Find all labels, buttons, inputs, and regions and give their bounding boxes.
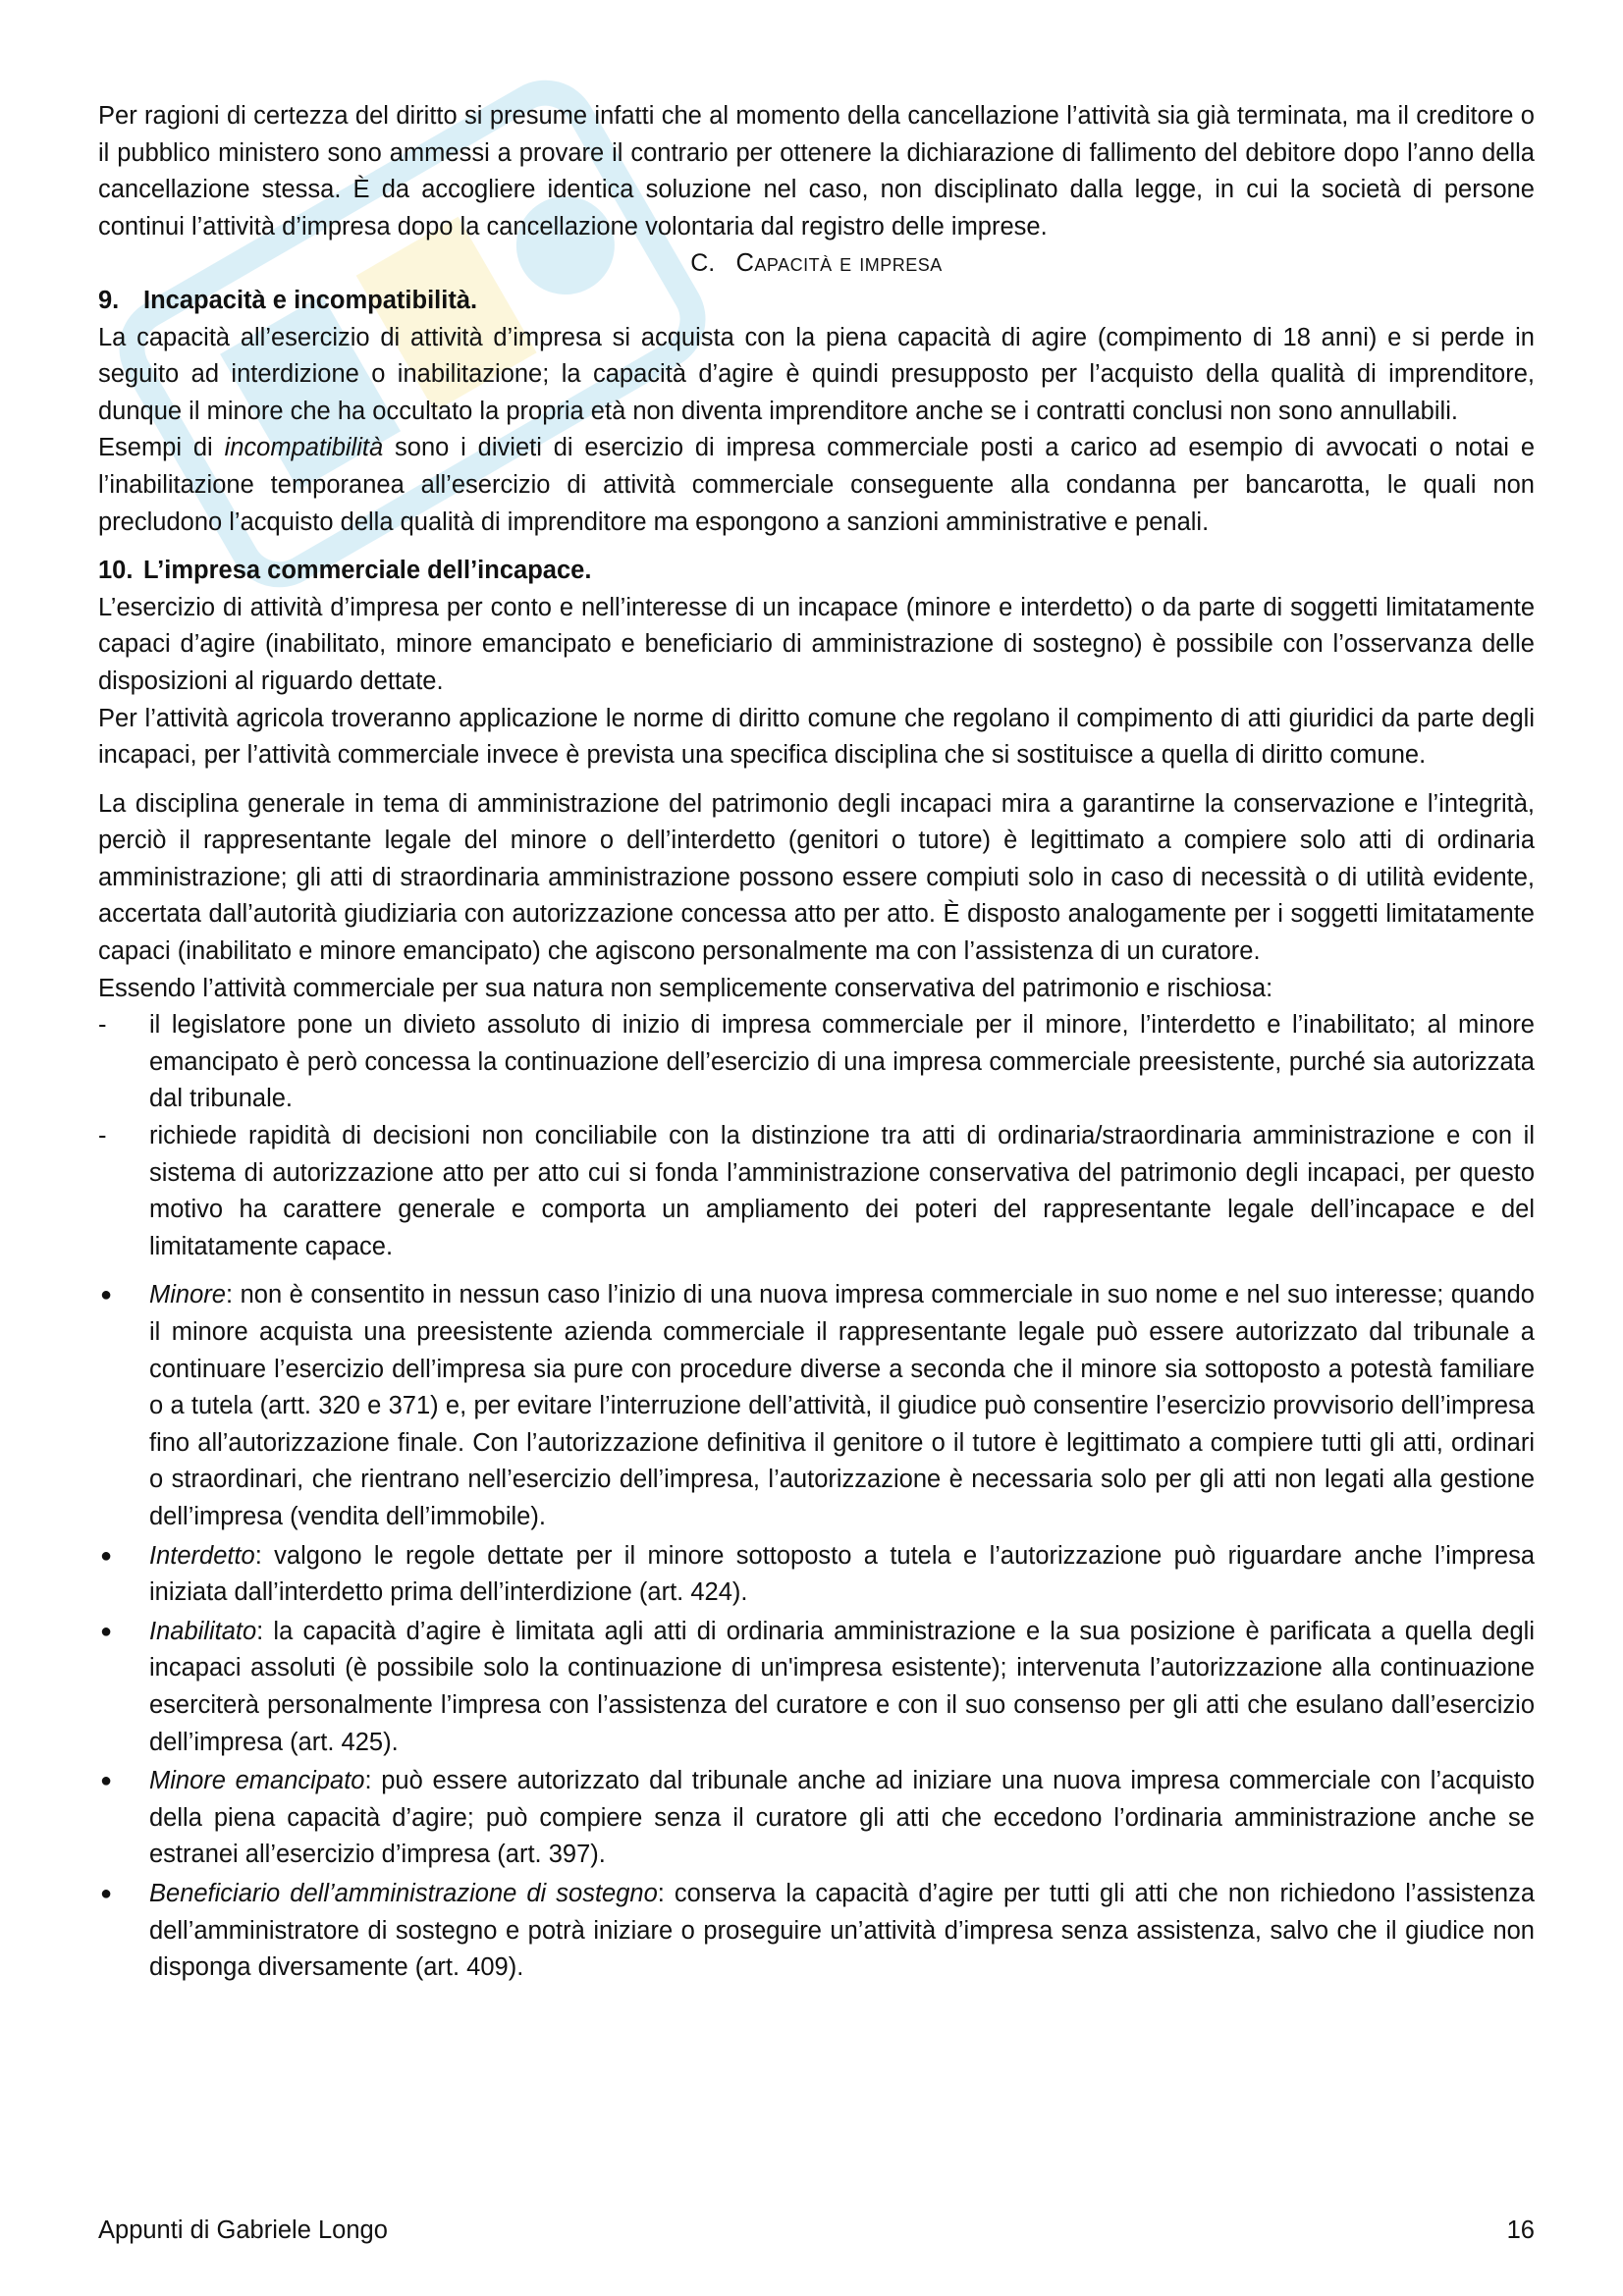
bullet-term: Beneficiario dell’amministrazione di sostegno bbox=[149, 1879, 658, 1907]
paragraph-incompatibilita bbox=[98, 430, 1535, 541]
footer-author: Appunti di Gabriele Longo bbox=[98, 2216, 388, 2244]
bullet-icon: ● bbox=[100, 1770, 113, 1792]
dash-item: - il legislatore pone un divieto assoluto di inizio di impresa commerciale per il minore, l’interdetto e l’inabilitato; al minore emancipato è però concessa la continuazione dell’esercizio di una impresa commerciale preesistente, purché sia autorizzata dal tribunale. bbox=[98, 1007, 1535, 1118]
bullet-text: : può essere autorizzato dal tribunale anche ad iniziare una nuova impresa commerciale con l’acquisto della piena capacità d’agire; può compiere senza il curatore gli atti che eccedono l’ordinaria amministrazione anche se estranei all’esercizio d’impresa (art. 397). bbox=[149, 1767, 1535, 1869]
section-heading-c bbox=[98, 245, 1535, 283]
page-footer bbox=[98, 2216, 1535, 2256]
bullet-icon: ● bbox=[100, 1284, 113, 1307]
bullet-list bbox=[98, 1277, 1535, 1986]
heading-10 bbox=[98, 553, 1535, 590]
dash-list bbox=[98, 1007, 1535, 1265]
paragraph-capacita: La capacità all’esercizio di attività d’impresa si acquista con la piena capacità di agire (compimento di 18 anni) e si perde in seguito ad interdizione o inabilitazione; la capacità d’agire è quindi presupposto per l’acquisto della qualità di imprenditore, dunque il minore che ha occultato la propria età non diventa imprenditore anche se i contratti conclusi non sono annullabili. bbox=[98, 323, 1535, 425]
bullet-text: : non è consentito in nessun caso l’inizio di una nuova impresa commerciale in suo nome e nel suo interesse; quando il minore acquista una preesistente azienda commerciale il rappresentante legale può essere autorizzato dal tribunale a continuare l’esercizio dell’impresa sia pure con procedure diverse a seconda che il minore sia sottoposto a potestà familiare o a tutela (artt. 320 e 371) e, per evitare l’interruzione dell’attività, il giudice può consentire l’esercizio provvisorio dell’impresa fino all’autorizzazione finale. Con l’autorizzazione definitiva il genitore o il tutore è legittimato a compiere tutti gli atti, ordinari o straordinari, che rientrano nell’esercizio dell’impresa, l’autorizzazione è necessaria solo per gli atti non legati alla gestione dell’impresa (vendita dell’immobile). bbox=[149, 1281, 1535, 1530]
section-letter: C. bbox=[690, 249, 716, 278]
heading-9-title: Incapacità e incompatibilità. bbox=[143, 286, 478, 314]
bullet-text: : la capacità d’agire è limitata agli atti di ordinaria amministrazione e la sua posizione è parificata a quella degli incapaci assoluti (è possibile solo la continuazione di un'impresa esistente); intervenuta l’autorizzazione alla continuazione eserciterà personalmente l’impresa con l’assistenza del curatore e con il suo consenso per gli atti che esulano dall’esercizio dell’impresa (art. 425). bbox=[149, 1617, 1535, 1756]
bullet-icon: ● bbox=[100, 1544, 113, 1567]
dash-item: - richiede rapidità di decisioni non conciliabile con la distinzione tra atti di ordinaria/straordinaria amministrazione e con il sistema di autorizzazione atto per atto cui si fonda l’amministrazione conservativa del patrimonio degli incapaci, per questo motivo ha carattere generale e comporta un ampliamento dei poteri del rappresentante legale dell’incapace e del limitatamente capace. bbox=[98, 1118, 1535, 1265]
p3-start: Esempi di bbox=[98, 434, 225, 462]
page-number: 16 bbox=[1506, 2216, 1535, 2244]
paragraph-disciplina-generale: La disciplina generale in tema di amministrazione del patrimonio degli incapaci mira a garantirne la conservazione e l’integrità, perciò il rappresentante legale del minore o dell’interdetto (genitori o tutore) è legittimato a compiere solo atti di ordinaria amministrazione; gli atti di straordinaria amministrazione possono essere compiuti solo in caso di necessità o di utilità evidente, accertata dall’autorità giudiziaria con autorizzazione concessa atto per atto. È disposto analogamente per i soggetti limitatamente capaci (inabilitato e minore emancipato) che agiscono personalmente ma con l’assistenza di un curatore. bbox=[98, 789, 1535, 966]
paragraph-cancellazione: Per ragioni di certezza del diritto si presume infatti che al momento della cancellazione l’attività sia già terminata, ma il creditore o il pubblico ministero sono ammessi a provare il contrario per ottenere la dichiarazione di fallimento del debitore dopo l’anno della cancellazione stessa. È da accogliere identica soluzione nel caso, non disciplinato dalla legge, in cui la società di persone continui l’attività d’impresa dopo la cancellazione volontaria dal registro delle imprese. bbox=[98, 102, 1535, 240]
p3-rest: sono i divieti di esercizio di impresa commerciale posti a carico ad esempio di avvocati o notai e l’inabilitazione temporanea all’esercizio di attività commerciale conseguente alla condanna per bancarotta, le quali non precludono l’acquisto della qualità di imprenditore ma espongono a sanzioni amministrative e penali. bbox=[98, 434, 1535, 536]
page-content bbox=[98, 98, 1535, 1987]
paragraph-essendo: Essendo l’attività commerciale per sua natura non semplicemente conservativa del patrimonio e rischiosa: bbox=[98, 974, 1273, 1002]
bullet-icon: ● bbox=[100, 1882, 113, 1904]
heading-10-number: 10. bbox=[98, 557, 134, 585]
bullet-text: : valgono le regole dettate per il minore sottoposto a tutela e l’autorizzazione può riguardare anche l’impresa iniziata dall’interdetto prima dell’interdizione (art. 424). bbox=[149, 1541, 1535, 1607]
bullet-term: Minore bbox=[149, 1281, 226, 1309]
paragraph-attivita-agricola: Per l’attività agricola troveranno applicazione le norme di diritto comune che regolano il compimento di atti giuridici da parte degli incapaci, per l’attività commerciale invece è prevista una specifica disciplina che si sostituisce a quella di diritto comune. bbox=[98, 704, 1535, 770]
bullet-item-interdetto bbox=[98, 1538, 1535, 1612]
bullet-term: Interdetto bbox=[149, 1541, 255, 1570]
paragraph-esercizio: L’esercizio di attività d’impresa per conto e nell’interesse di un incapace (minore e interdetto) o da parte di soggetti limitatamente capaci d’agire (inabilitato, minore emancipato e beneficiario di amministrazione di sostegno) è possibile con l’osservanza delle disposizioni al riguardo dettate. bbox=[98, 593, 1535, 695]
bullet-icon: ● bbox=[100, 1620, 113, 1642]
section-title: Capacità e impresa bbox=[735, 249, 943, 278]
bullet-item-inabilitato bbox=[98, 1614, 1535, 1761]
bullet-item-minore bbox=[98, 1277, 1535, 1535]
bullet-item-beneficiario bbox=[98, 1876, 1535, 1987]
p3-emphasis: incompatibilità bbox=[224, 434, 384, 462]
heading-9-number: 9. bbox=[98, 286, 120, 314]
heading-10-title: L’impresa commerciale dell’incapace. bbox=[143, 557, 592, 585]
bullet-term: Inabilitato bbox=[149, 1617, 257, 1645]
bullet-term: Minore emancipato bbox=[149, 1767, 365, 1795]
heading-9 bbox=[98, 283, 1535, 320]
bullet-text: : conserva la capacità d’agire per tutti gli atti che non richiedono l’assistenza dell’amministratore di sostegno e potrà iniziare o proseguire un’attività d’impresa senza assistenza, salvo che il giudice non disponga diversamente (art. 409). bbox=[149, 1879, 1536, 1982]
bullet-item-minore-emancipato bbox=[98, 1763, 1535, 1874]
